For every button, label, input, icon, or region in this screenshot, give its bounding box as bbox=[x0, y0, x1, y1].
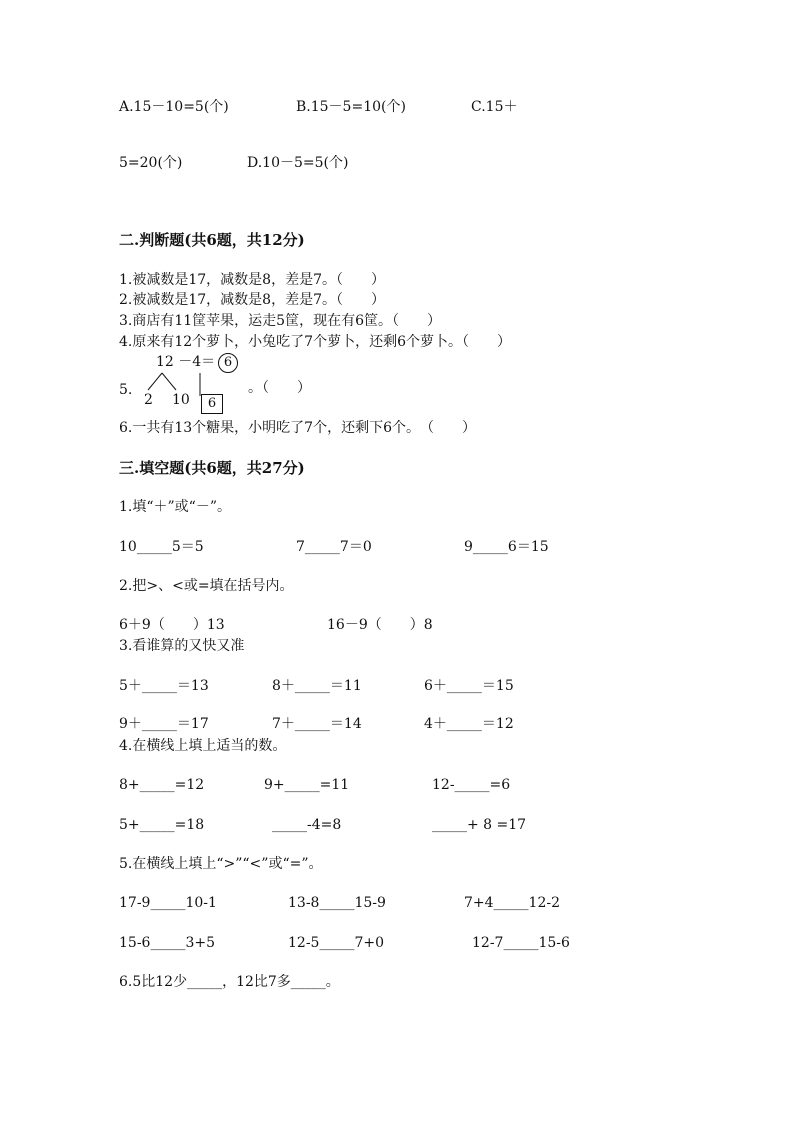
s3-q4-item: _____-4=8 bbox=[272, 817, 342, 833]
s3-q3-item: 4＋_____＝12 bbox=[424, 716, 514, 732]
s3-q4-item: 8+_____=12 bbox=[119, 777, 205, 793]
s3-q2-prompt: 2.把>、<或=填在括号内。 bbox=[119, 578, 294, 594]
s3-q4-item: 5+_____=18 bbox=[119, 817, 205, 833]
s2-q5-tail: 。（ ） bbox=[248, 380, 311, 396]
choice-a: A.15－10=5(个) bbox=[119, 99, 229, 115]
s3-q3-prompt: 3.看谁算的又快又准 bbox=[119, 638, 245, 654]
s3-q5-prompt: 5.在横线上填上“>”“<”或“=”。 bbox=[119, 856, 323, 872]
s3-q2-item: 16－9（ ）8 bbox=[327, 617, 433, 633]
s3-q3-item: 9＋_____＝17 bbox=[119, 716, 209, 732]
section2-heading: 二.判断题(共6题，共12分) bbox=[119, 231, 305, 249]
s3-q3-item: 6＋_____＝15 bbox=[424, 678, 514, 694]
s3-q5-item: 12-7_____15-6 bbox=[472, 935, 570, 951]
diagram-box-answer: 6 bbox=[201, 394, 223, 414]
s3-q4-prompt: 4.在横线上填上适当的数。 bbox=[119, 738, 287, 754]
s3-q5-item: 13-8_____15-9 bbox=[288, 895, 386, 911]
s3-q5-item: 15-6_____3+5 bbox=[119, 935, 215, 951]
choice-d: D.10－5=5(个) bbox=[247, 155, 349, 171]
s2-q2: 2.被减数是17，减数是8，差是7。（ ） bbox=[119, 292, 385, 308]
choice-b: B.15－5=10(个) bbox=[296, 99, 406, 115]
diagram-top-expression: 12 －4＝ bbox=[156, 354, 216, 370]
s3-q5-item: 12-5_____7+0 bbox=[288, 935, 384, 951]
s2-q1: 1.被减数是17，减数是8，差是7。（ ） bbox=[119, 272, 385, 288]
s2-q6: 6.一共有13个糖果，小明吃了7个，还剩下6个。 （ ） bbox=[119, 420, 476, 436]
s3-q5-item: 17-9_____10-1 bbox=[119, 895, 217, 911]
s3-q3-item: 8＋_____＝11 bbox=[272, 678, 362, 694]
s3-q6-prompt: 6.5比12少_____，12比7多_____。 bbox=[119, 974, 340, 990]
s3-q4-item: 12-_____=6 bbox=[432, 777, 511, 793]
s3-q1-item: 9_____6＝15 bbox=[464, 539, 549, 555]
diagram-bottom-mid: 10 bbox=[172, 392, 190, 408]
decomposition-diagram bbox=[118, 352, 238, 414]
s3-q5-item: 7+4_____12-2 bbox=[464, 895, 560, 911]
s3-q2-item: 6＋9（ ）13 bbox=[119, 617, 225, 633]
s3-q1-prompt: 1.填“＋”或“－”。 bbox=[119, 499, 231, 515]
s3-q3-item: 7＋_____＝14 bbox=[272, 716, 362, 732]
choice-c-part1: C.15＋ bbox=[471, 99, 518, 115]
s3-q4-item: _____+ 8 =17 bbox=[432, 817, 527, 833]
diagram-bottom-left: 2 bbox=[144, 392, 153, 408]
s2-q5-number: 5. bbox=[119, 382, 133, 398]
choice-c-part2: 5=20(个) bbox=[119, 155, 183, 171]
s3-q4-item: 9+_____=11 bbox=[264, 777, 350, 793]
s3-q1-item: 10_____5＝5 bbox=[119, 539, 204, 555]
diagram-circle-answer: 6 bbox=[218, 353, 238, 373]
section3-heading: 三.填空题(共6题，共27分) bbox=[119, 459, 305, 477]
s3-q1-item: 7_____7＝0 bbox=[296, 539, 372, 555]
s2-q4: 4.原来有12个萝卜，小兔吃了7个萝卜，还剩6个萝卜。（ ） bbox=[119, 334, 511, 350]
s2-q3: 3.商店有11筐苹果，运走5筐，现在有6筐。（ ） bbox=[119, 313, 441, 329]
s3-q3-item: 5＋_____＝13 bbox=[119, 678, 209, 694]
